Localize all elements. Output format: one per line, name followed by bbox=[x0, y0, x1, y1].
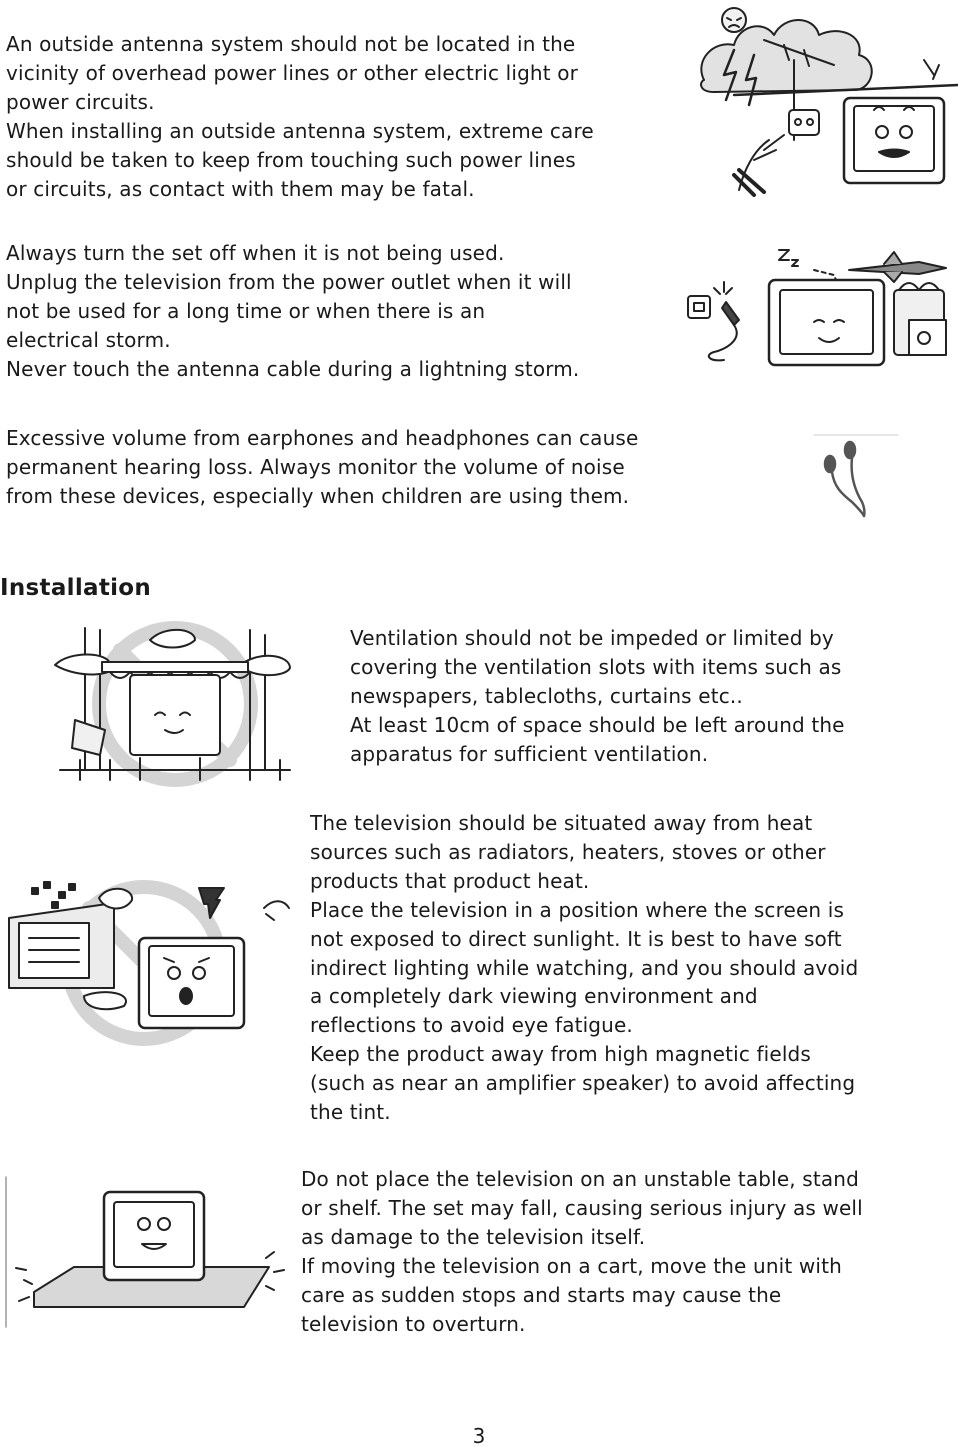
heat-sources-text bbox=[310, 809, 858, 1127]
text-line: When installing an outside antenna system, extreme care bbox=[6, 118, 594, 143]
text-line: Keep the product away from high magnetic fields bbox=[310, 1042, 811, 1067]
text-line: Ventilation should not be impeded or limited by bbox=[350, 626, 834, 650]
text-line: Place the television in a position where the screen is bbox=[310, 897, 845, 922]
text-line: apparatus for sufficient ventilation. bbox=[350, 741, 709, 766]
unplug-tv-illustration bbox=[684, 240, 958, 370]
text-line: indirect lighting while watching, and you should avoid bbox=[310, 955, 859, 980]
text-line: not exposed to direct sunlight. It is best to have soft bbox=[310, 926, 842, 951]
unstable-table-illustration bbox=[4, 1172, 298, 1332]
text-line: newspapers, tablecloths, curtains etc.. bbox=[350, 683, 743, 708]
text-line: An outside antenna system should not be located in the bbox=[6, 32, 576, 56]
text-line: Unplug the television from the power outlet when it will bbox=[6, 269, 572, 294]
text-line: sources such as radiators, heaters, stoves or other bbox=[310, 839, 826, 864]
text-line: Never touch the antenna cable during a lightning storm. bbox=[6, 356, 580, 381]
text-line: power circuits. bbox=[6, 89, 155, 114]
text-line: or shelf. The set may fall, causing serious injury as well bbox=[301, 1195, 863, 1220]
text-line: covering the ventilation slots with items such as bbox=[350, 654, 842, 679]
unstable-table-text bbox=[301, 1165, 863, 1338]
text-line: Always turn the set off when it is not being used. bbox=[6, 241, 505, 265]
text-line: At least 10cm of space should be left around the bbox=[350, 712, 845, 737]
page-number: 3 bbox=[472, 1424, 486, 1448]
text-line: should be taken to keep from touching such power lines bbox=[6, 147, 576, 172]
text-line: electrical storm. bbox=[6, 327, 171, 352]
text-line: Excessive volume from earphones and headphones can cause bbox=[6, 426, 639, 450]
text-line: products that product heat. bbox=[310, 868, 590, 893]
unplug-warning-text bbox=[6, 239, 579, 384]
text-line: The television should be situated away from heat bbox=[310, 811, 813, 835]
text-line: as damage to the television itself. bbox=[301, 1224, 646, 1249]
earphones-illustration bbox=[812, 432, 902, 520]
text-line: from these devices, especially when children are using them. bbox=[6, 483, 630, 508]
text-line: care as sudden stops and starts may cause the bbox=[301, 1282, 782, 1307]
text-line: not be used for a long time or when there is an bbox=[6, 298, 486, 323]
earphones-warning-text bbox=[6, 424, 638, 511]
antenna-warning-text bbox=[6, 30, 594, 203]
power-lines-lightning-illustration bbox=[694, 0, 958, 200]
text-line: reflections to avoid eye fatigue. bbox=[310, 1013, 633, 1038]
text-line: If moving the television on a cart, move the unit with bbox=[301, 1253, 842, 1278]
text-line: the tint. bbox=[310, 1100, 391, 1125]
heat-sources-illustration bbox=[4, 878, 300, 1048]
ventilation-illustration bbox=[50, 620, 295, 790]
text-line: (such as near an amplifier speaker) to avoid affecting bbox=[310, 1071, 856, 1096]
text-line: television to overturn. bbox=[301, 1311, 526, 1336]
text-line: a completely dark viewing environment and bbox=[310, 984, 758, 1009]
ventilation-text bbox=[350, 624, 845, 769]
text-line: or circuits, as contact with them may be fatal. bbox=[6, 176, 475, 201]
installation-heading: Installation bbox=[0, 575, 152, 601]
text-line: permanent hearing loss. Always monitor the volume of noise bbox=[6, 454, 625, 479]
text-line: vicinity of overhead power lines or other electric light or bbox=[6, 60, 579, 85]
text-line: Do not place the television on an unstable table, stand bbox=[301, 1167, 859, 1191]
